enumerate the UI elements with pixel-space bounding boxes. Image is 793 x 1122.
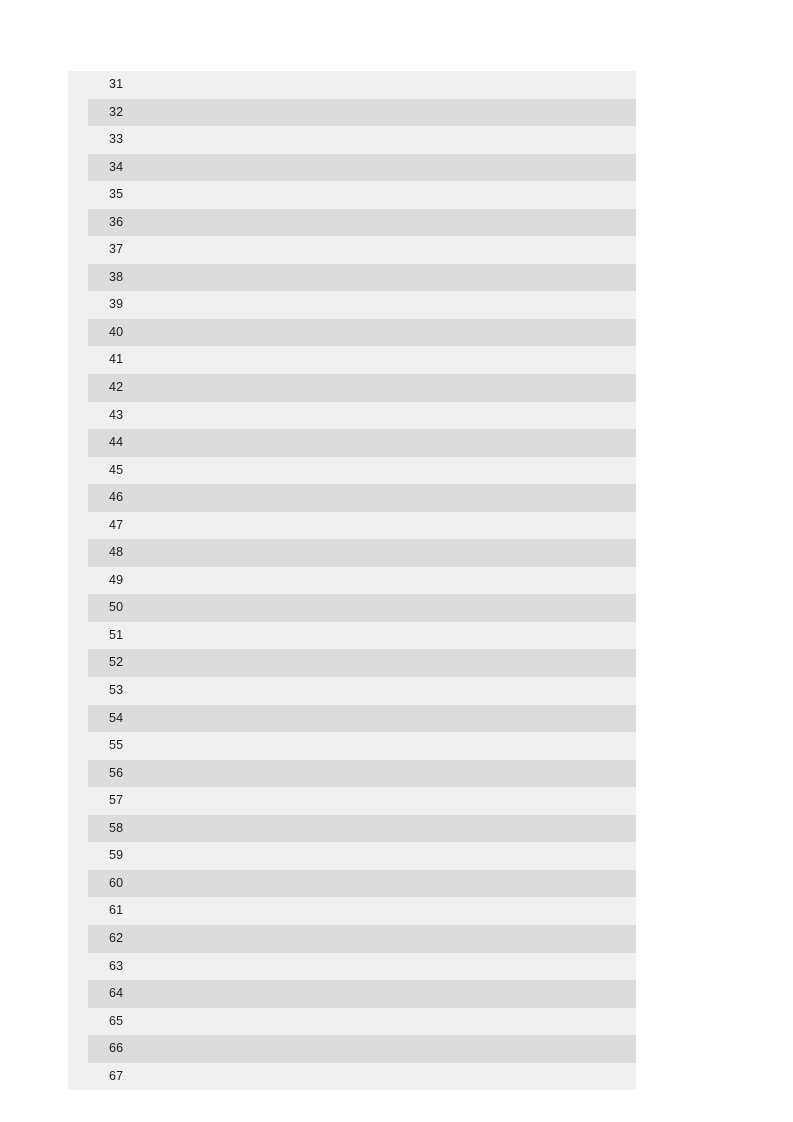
row-number-label: 47 <box>109 517 124 532</box>
table-row[interactable] <box>68 897 636 925</box>
table-row[interactable] <box>88 319 636 347</box>
row-number-label: 38 <box>109 269 124 284</box>
table-row[interactable] <box>68 457 636 485</box>
row-number-label: 55 <box>109 738 124 753</box>
row-number-label: 33 <box>109 132 124 147</box>
table-row[interactable] <box>88 705 636 733</box>
table-row[interactable] <box>68 567 636 595</box>
table-row[interactable] <box>88 99 636 127</box>
table-row[interactable] <box>68 1008 636 1036</box>
row-number-label: 43 <box>109 407 124 422</box>
row-number-label: 37 <box>109 242 124 257</box>
row-number-label: 63 <box>109 958 124 973</box>
row-number-label: 32 <box>109 104 124 119</box>
table-row[interactable] <box>68 732 636 760</box>
table-row[interactable] <box>88 209 636 237</box>
row-number-label: 42 <box>109 380 124 395</box>
table-row[interactable] <box>68 842 636 870</box>
row-number-label: 51 <box>109 627 124 642</box>
table-row[interactable] <box>88 1035 636 1063</box>
table-row[interactable] <box>68 622 636 650</box>
striped-row-list <box>68 71 636 1090</box>
row-number-label: 35 <box>109 187 124 202</box>
table-row[interactable] <box>68 236 636 264</box>
row-number-label: 61 <box>109 903 124 918</box>
row-number-label: 52 <box>109 655 124 670</box>
row-number-label: 50 <box>109 600 124 615</box>
row-number-label: 39 <box>109 297 124 312</box>
row-number-label: 62 <box>109 930 124 945</box>
row-number-label: 31 <box>109 77 124 91</box>
table-row[interactable] <box>68 402 636 430</box>
row-number-label: 36 <box>109 214 124 229</box>
table-row[interactable] <box>68 71 636 99</box>
row-number-label: 64 <box>109 986 124 1001</box>
table-row[interactable] <box>68 126 636 154</box>
table-row[interactable] <box>88 649 636 677</box>
row-number-label: 56 <box>109 765 124 780</box>
table-row[interactable] <box>68 512 636 540</box>
row-number-label: 54 <box>109 710 124 725</box>
table-row[interactable] <box>68 677 636 705</box>
table-row[interactable] <box>88 484 636 512</box>
table-row[interactable] <box>88 539 636 567</box>
row-number-label: 34 <box>109 159 124 174</box>
table-row[interactable] <box>68 291 636 319</box>
row-number-label: 46 <box>109 490 124 505</box>
row-number-label: 44 <box>109 435 124 450</box>
table-row[interactable] <box>88 925 636 953</box>
table-row[interactable] <box>68 1063 636 1091</box>
row-number-label: 65 <box>109 1013 124 1028</box>
row-number-label: 66 <box>109 1041 124 1056</box>
table-row[interactable] <box>88 760 636 788</box>
table-row[interactable] <box>68 787 636 815</box>
table-row[interactable] <box>68 181 636 209</box>
table-row[interactable] <box>68 346 636 374</box>
row-number-label: 59 <box>109 848 124 863</box>
row-number-label: 40 <box>109 324 124 339</box>
row-number-label: 67 <box>109 1068 124 1083</box>
table-row[interactable] <box>88 374 636 402</box>
row-number-label: 41 <box>109 352 124 367</box>
table-row[interactable] <box>88 815 636 843</box>
table-row[interactable] <box>88 594 636 622</box>
row-number-label: 58 <box>109 820 124 835</box>
row-number-label: 53 <box>109 683 124 698</box>
table-row[interactable] <box>88 870 636 898</box>
table-row[interactable] <box>88 264 636 292</box>
table-row[interactable] <box>88 154 636 182</box>
row-number-label: 45 <box>109 462 124 477</box>
table-row[interactable] <box>68 953 636 981</box>
row-number-label: 60 <box>109 875 124 890</box>
row-number-label: 49 <box>109 572 124 587</box>
row-number-label: 57 <box>109 793 124 808</box>
table-row[interactable] <box>88 429 636 457</box>
table-row[interactable] <box>88 980 636 1008</box>
row-number-label: 48 <box>109 545 124 560</box>
